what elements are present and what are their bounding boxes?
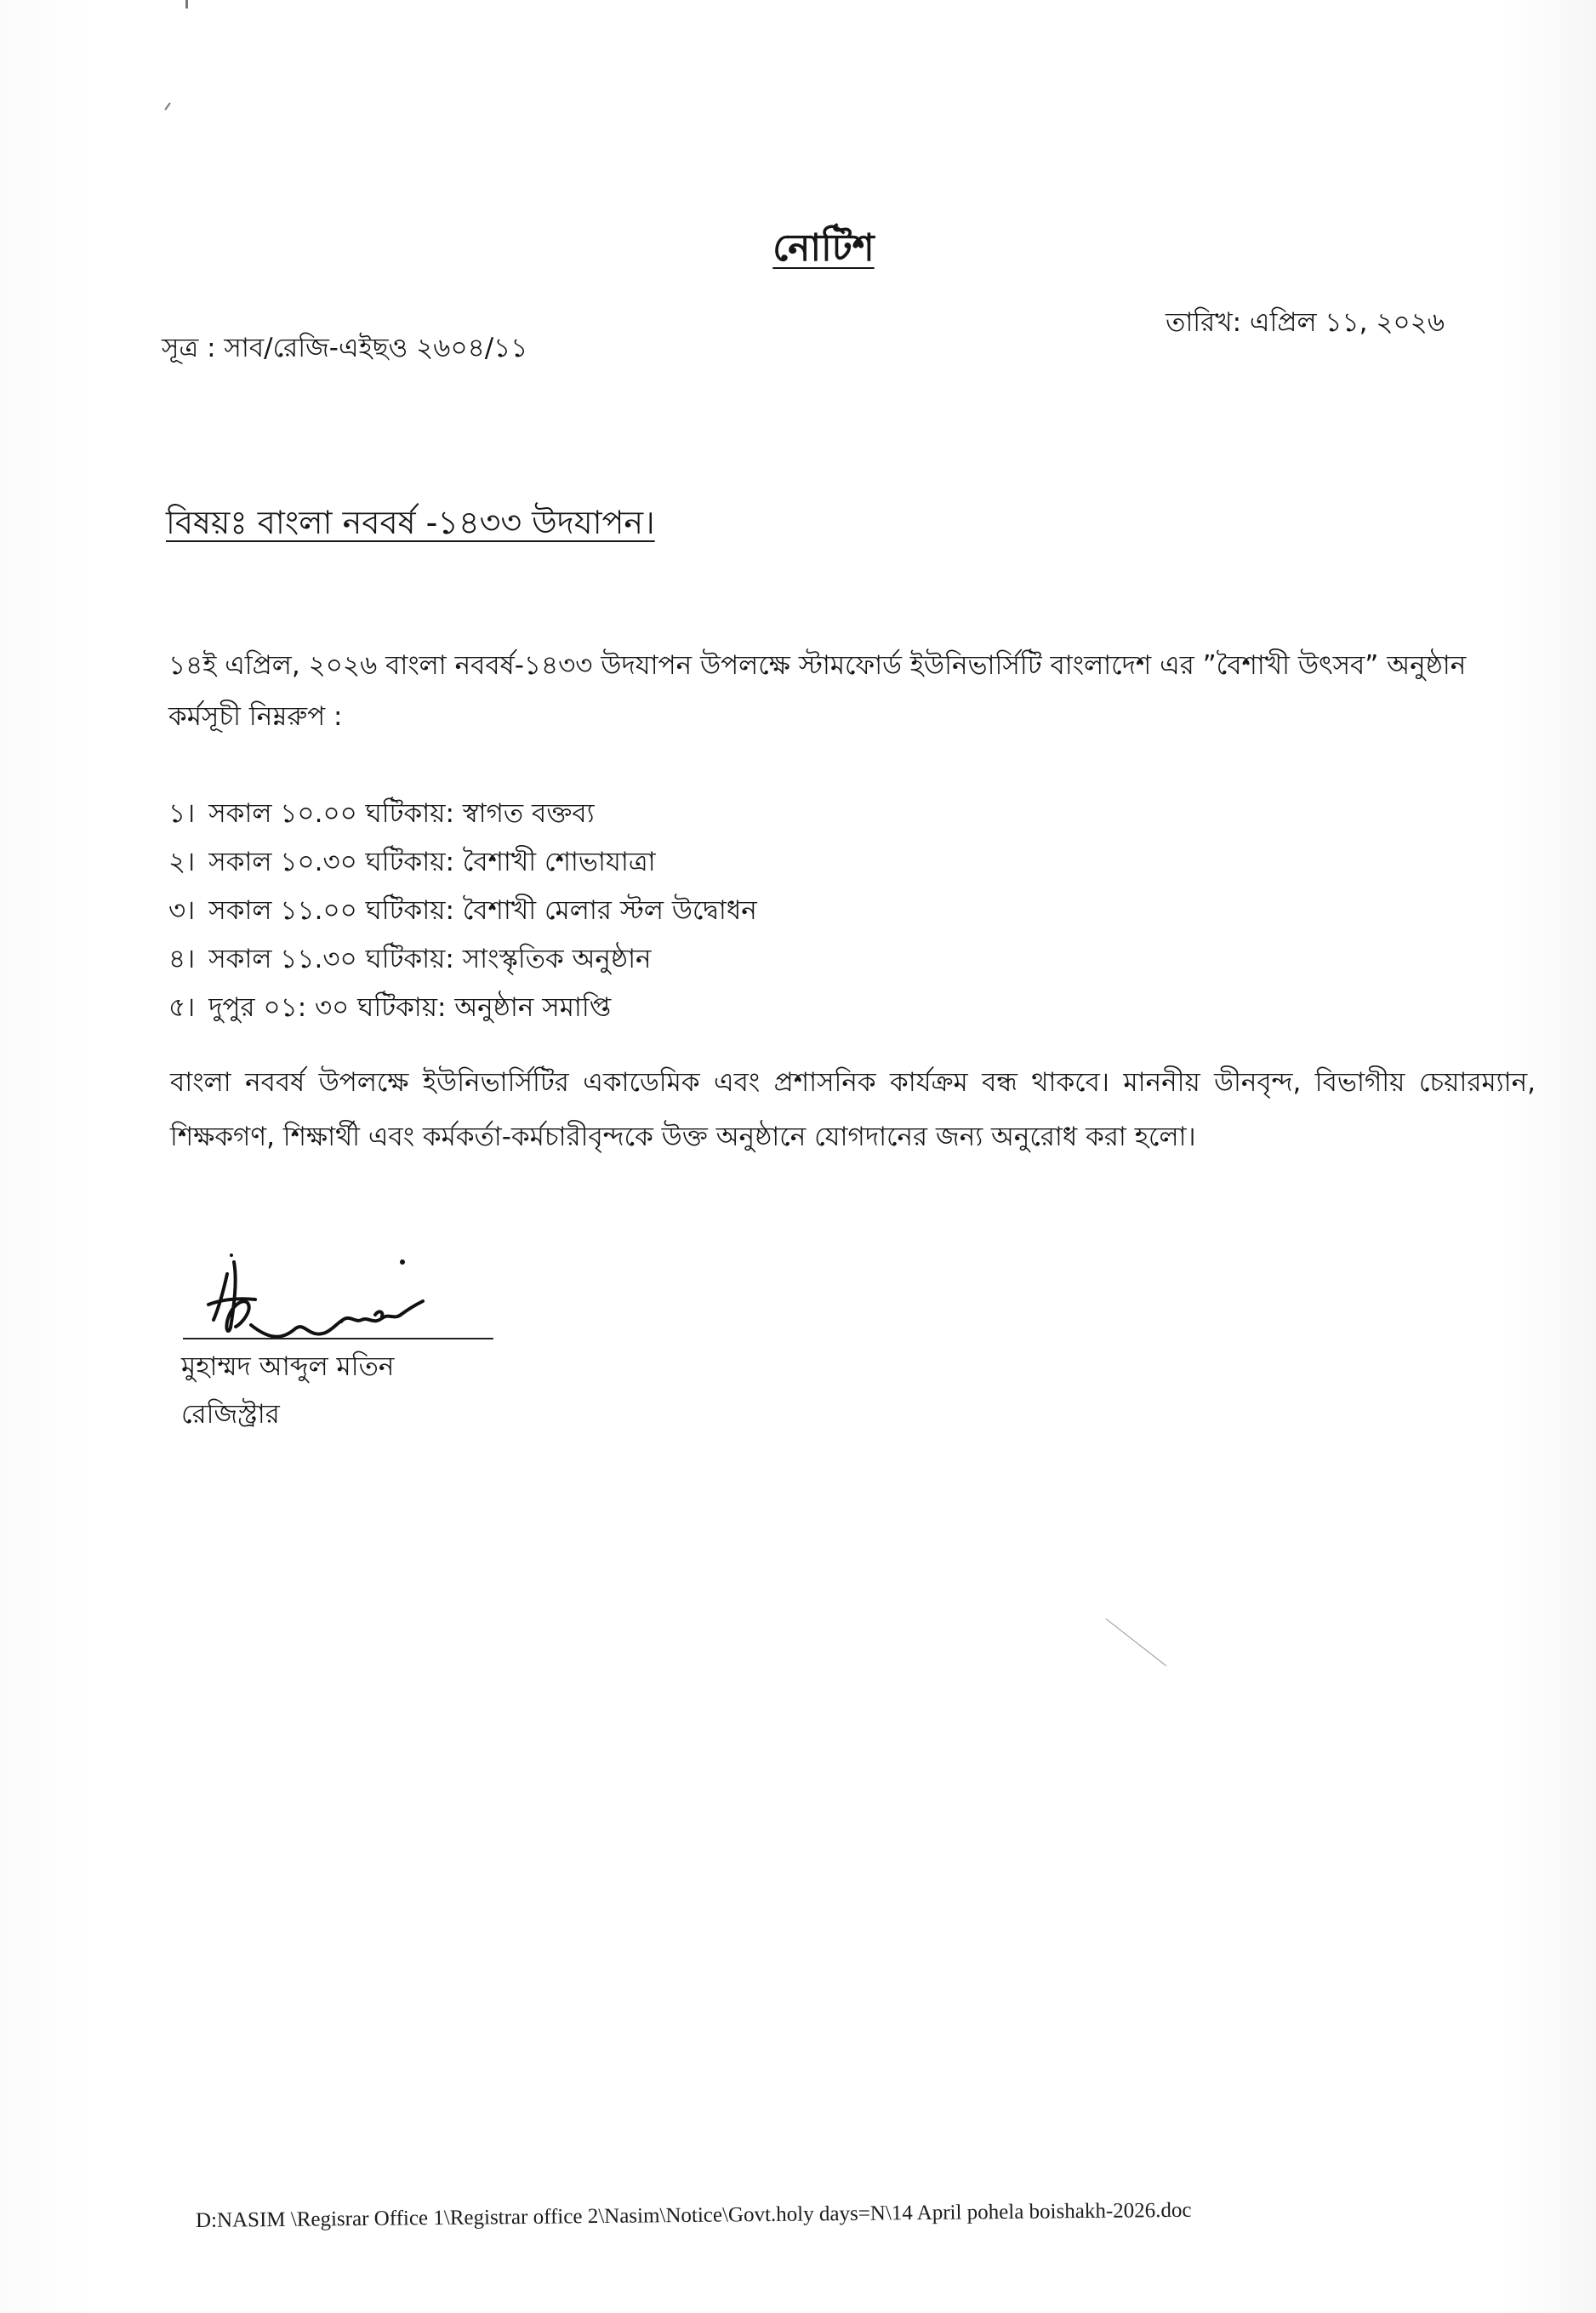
schedule-item-number: ৩। [168, 895, 196, 926]
scan-mark-right [1106, 1619, 1167, 1666]
notice-title [0, 220, 1596, 282]
handwritten-signature [174, 1238, 506, 1349]
schedule-item-text: সকাল ১০.৩০ ঘটিকায়: বৈশাখী শোভাযাত্রা [208, 847, 656, 877]
file-path-footer: D:NASIM \Regisrar Office 1\Registrar office 2\Nasim\Notice\Govt.holy days=N\14 April pohela boishakh-2026.doc [195, 2198, 1192, 2232]
reference-number: সূত্র : সাব/রেজি-এইছও ২৬০৪/১১ [162, 333, 528, 363]
program-schedule [168, 790, 757, 1032]
schedule-item [168, 935, 757, 984]
schedule-item-text: সকাল ১১.৩০ ঘটিকায়: সাংস্কৃতিক অনুষ্ঠান [208, 944, 652, 974]
signer-title: রেজিস্ট্রার [181, 1399, 280, 1430]
schedule-item [168, 887, 757, 935]
notice-date: তারিখ: এপ্রিল ১১, ২০২৬ [1166, 307, 1445, 338]
schedule-item-number: ২। [168, 847, 196, 877]
schedule-item-text: সকাল ১১.০০ ঘটিকায়: বৈশাখী মেলার স্টল উদ্বোধন [208, 895, 757, 926]
signature-line [183, 1338, 493, 1339]
closing-paragraph: বাংলা নববর্ষ উপলক্ষে ইউনিভার্সিটির একাডেমিক এবং প্রশাসনিক কার্যক্রম বন্ধ থাকবে। মাননীয় ডীনবৃন্দ, বিভাগীয় চেয়ারম্যান, শিক্ষকগণ, শিক্ষার্থী এবং কর্মকর্তা-কর্মচারীবৃন্দকে উক্ত অনুষ্ঠানে যোগদানের জন্য অনুরোধ করা হলো। [170, 1067, 1536, 1152]
schedule-item [168, 984, 757, 1032]
schedule-item-text: সকাল ১০.০০ ঘটিকায়: স্বাগত বক্তব্য [208, 798, 595, 829]
signer-name: মুহাম্মদ আব্দুল মতিন [181, 1351, 395, 1382]
schedule-item-number: ৫। [168, 992, 196, 1023]
scan-mark-top [185, 0, 188, 9]
schedule-item-number: ৪। [168, 944, 196, 974]
notice-subject: বিষয়ঃ বাংলা নববর্ষ -১৪৩৩ উদযাপন। [166, 504, 655, 541]
intro-paragraph: ১৪ই এপ্রিল, ২০২৬ বাংলা নববর্ষ-১৪৩৩ উদযাপন উপলক্ষে স্টামফোর্ড ইউনিভার্সিটি বাংলাদেশ এর ”বৈশাখী উৎসব” অনুষ্ঠান কর্মসূচী নিম্নরুপ : [168, 650, 1467, 732]
schedule-item [168, 838, 757, 887]
notice-title-text: নোটিশ [772, 226, 875, 270]
schedule-item [168, 790, 757, 838]
scan-mark-left [164, 102, 170, 110]
schedule-item-text: দুপুর ০১: ৩০ ঘটিকায়: অনুষ্ঠান সমাপ্তি [208, 992, 612, 1023]
schedule-item-number: ১। [168, 798, 196, 829]
